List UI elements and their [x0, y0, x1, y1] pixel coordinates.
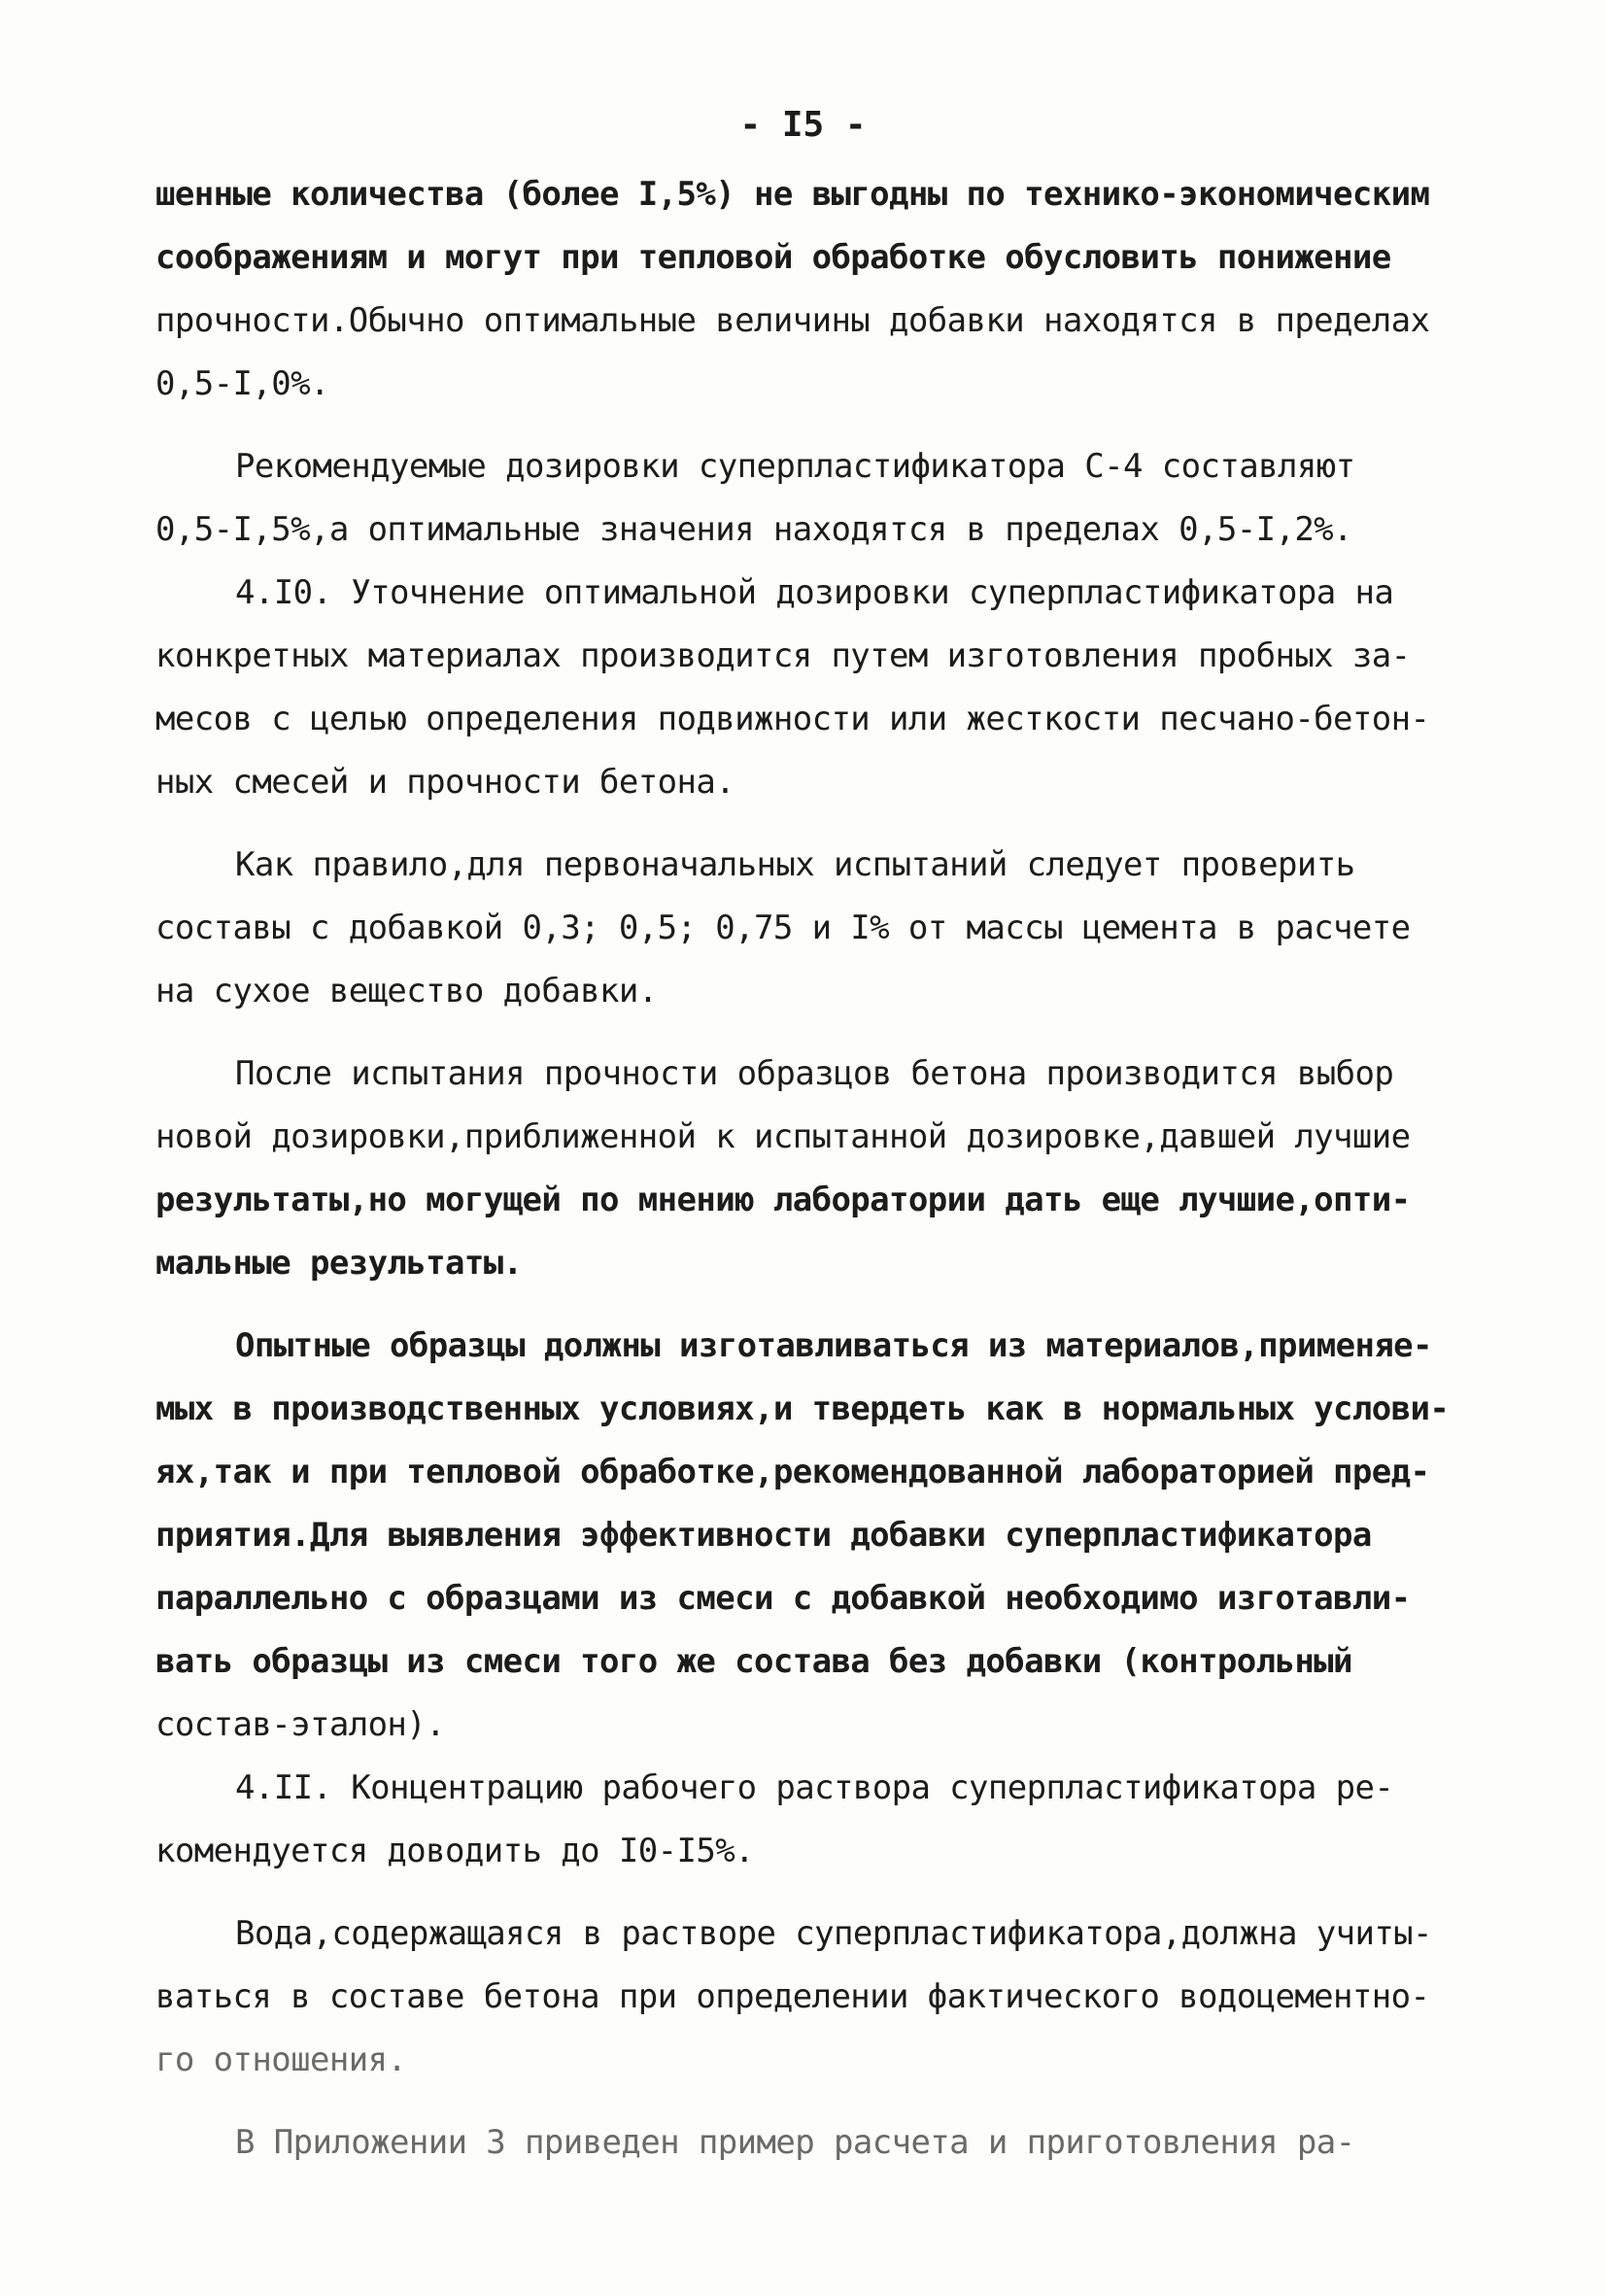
text-line: на сухое вещество добавки.: [155, 972, 658, 1011]
text-line: ваться в составе бетона при определении фактического водоцементно-: [155, 1977, 1430, 2016]
text-line: мых в производственных условиях,и твердеть как в нормальных услови-: [155, 1389, 1450, 1428]
text-line: приятия.Для выявления эффективности добавки суперпластификатора: [155, 1516, 1372, 1555]
paragraph: [155, 2111, 1477, 2175]
text-line: состав-эталон).: [155, 1705, 446, 1744]
page-number: - I5 -: [739, 105, 867, 145]
text-line: месов с целью определения подвижности или жесткости песчано-бетон-: [155, 700, 1430, 738]
paragraph: [155, 1757, 1477, 1883]
text-line: Рекомендуемые дозировки суперпластификатора С-4 составляют: [235, 447, 1355, 486]
text-line: 0,5-I,0%.: [155, 364, 329, 403]
text-line: Опытные образцы должны изготавливаться из материалов,применяе-: [235, 1326, 1432, 1365]
text-line: вать образцы из смеси того же состава без добавки (контрольный: [155, 1642, 1352, 1681]
text-line: 4.I0. Уточнение оптимальной дозировки суперпластификатора на: [235, 573, 1394, 612]
text-line: мальные результаты.: [155, 1244, 523, 1283]
text-line: В Приложении 3 приведен пример расчета и приготовления ра-: [235, 2123, 1355, 2162]
paragraph: [155, 834, 1477, 1023]
text-line: результаты,но могущей по мнению лаборатории дать еще лучшие,опти-: [155, 1181, 1411, 1219]
paragraph: [155, 1902, 1477, 2092]
paragraph: [155, 562, 1477, 814]
text-line: ных смесей и прочности бетона.: [155, 763, 735, 802]
paragraph: [155, 435, 1477, 562]
text-line: После испытания прочности образцов бетона производится выбор: [235, 1054, 1394, 1093]
text-line: шенные количества (более I,5%) не выгодны по технико-экономическим: [155, 175, 1430, 214]
document-body: [155, 163, 1477, 2175]
text-line: 4.II. Концентрацию рабочего раствора суперпластификатора ре-: [235, 1768, 1394, 1807]
text-line: конкретных материалах производится путем изготовления пробных за-: [155, 636, 1411, 675]
text-line: комендуется доводить до I0-I5%.: [155, 1832, 754, 1870]
paragraph: [155, 163, 1477, 416]
text-line: прочности.Обычно оптимальные величины добавки находятся в пределах: [155, 301, 1430, 340]
text-line: ях,так и при тепловой обработке,рекомендованной лабораторией пред-: [155, 1453, 1430, 1491]
text-line: соображениям и могут при тепловой обработке обусловить понижение: [155, 238, 1391, 277]
text-line: го отношения.: [155, 2040, 407, 2079]
paragraph: [155, 1315, 1477, 1757]
paragraph: [155, 1043, 1477, 1295]
text-line: Как правило,для первоначальных испытаний следует проверить: [235, 845, 1355, 884]
text-line: 0,5-I,5%,а оптимальные значения находятся в пределах 0,5-I,2%.: [155, 510, 1352, 549]
text-line: Вода,содержащаяся в растворе суперпластификатора,должна учиты-: [235, 1914, 1432, 1953]
text-line: параллельно с образцами из смеси с добавкой необходимо изготавли-: [155, 1579, 1411, 1618]
text-line: составы с добавкой 0,3; 0,5; 0,75 и I% от массы цемента в расчете: [155, 908, 1411, 947]
text-line: новой дозировки,приближенной к испытанной дозировке,давшей лучшие: [155, 1117, 1411, 1156]
